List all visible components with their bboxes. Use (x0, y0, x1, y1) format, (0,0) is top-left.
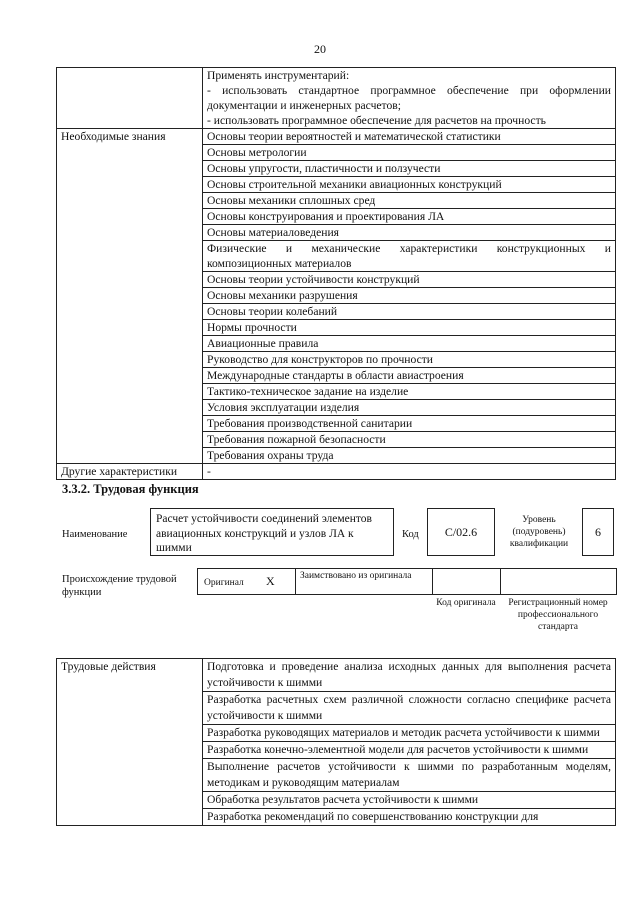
knowledge-item: Основы механики разрушения (203, 288, 616, 304)
knowledge-item: Основы метрологии (203, 145, 616, 161)
name-value-box (150, 508, 394, 556)
skill-line: - использовать стандартное программное обеспечение при оформлении документации и инженерных расчетов; (207, 84, 611, 112)
borrowed-label: Заимствовано из оригинала (300, 571, 412, 581)
origin-divider-2 (432, 568, 433, 595)
knowledge-item: Руководство для конструкторов по прочности (203, 352, 616, 368)
skill-line: Применять инструментарий: (207, 69, 350, 82)
labor-action-item: Разработка конечно-элементной модели для расчетов устойчивости к шимми (203, 742, 616, 759)
knowledge-item: Требования производственной санитарии (203, 416, 616, 432)
knowledge-item: Условия эксплуатации изделия (203, 400, 616, 416)
knowledge-table (56, 67, 616, 480)
knowledge-item: Авиационные правила (203, 336, 616, 352)
labor-action-item: Разработка руководящих материалов и методик расчета устойчивости к шимми (203, 725, 616, 742)
table-row (57, 68, 616, 129)
table-row (57, 659, 616, 692)
name-value: Расчет устойчивости соединений элементов авиационных конструкций и узлов ЛА к шимми (156, 513, 372, 554)
section-title: 3.3.2. Трудовая функция (62, 482, 199, 496)
table-row (57, 464, 616, 480)
code-value: C/02.6 (444, 525, 478, 539)
knowledge-item: Основы теории колебаний (203, 304, 616, 320)
knowledge-item: Основы механики сплошных сред (203, 193, 616, 209)
knowledge-item: Основы строительной механики авиационных конструкций (203, 177, 616, 193)
table-row (57, 129, 616, 145)
page-number: 20 (314, 42, 326, 56)
labor-actions-label: Трудовые действия (57, 659, 203, 826)
knowledge-item: Требования охраны труда (203, 448, 616, 464)
level-label: Уровень (подуровень) квалификации (509, 515, 569, 549)
labor-actions-table (56, 658, 616, 826)
level-value-box (582, 508, 614, 556)
reg-number-caption: Регистрационный номер профессионального стандарта (508, 598, 608, 632)
knowledge-item: Тактико-техническое задание на изделие (203, 384, 616, 400)
labor-action-item: Обработка результатов расчета устойчивости к шимми (203, 792, 616, 809)
knowledge-item: Физические и механические характеристики конструкционных и композиционных материалов (203, 241, 616, 272)
knowledge-label: Необходимые знания (57, 129, 203, 464)
code-value-box (427, 508, 495, 556)
knowledge-item: Нормы прочности (203, 320, 616, 336)
knowledge-item: Основы теории устойчивости конструкций (203, 272, 616, 288)
skill-line: - использовать программное обеспечение для расчетов на прочность (207, 114, 546, 127)
knowledge-item: Международные стандарты в области авиастроения (203, 368, 616, 384)
knowledge-item: Основы упругости, пластичности и ползучести (203, 161, 616, 177)
code-label: Код (402, 529, 419, 540)
code-original-caption: Код оригинала (436, 598, 496, 608)
labor-action-item: Разработка расчетных схем различной сложности согласно специфике расчета устойчивости к шимми (203, 692, 616, 725)
labor-action-item: Разработка рекомендаций по совершенствованию конструкции для (203, 809, 616, 826)
knowledge-item: Основы конструирования и проектирования ЛА (203, 209, 616, 225)
other-value: - (203, 464, 616, 480)
labor-action-item: Выполнение расчетов устойчивости к шимми по разработанным моделям, методикам и руководящим материалам (203, 759, 616, 792)
other-label: Другие характеристики (57, 464, 203, 480)
original-mark: X (266, 574, 275, 588)
original-label: Оригинал (204, 578, 244, 588)
empty-label-cell (57, 68, 203, 129)
origin-label: Происхождение трудовой функции (62, 574, 177, 598)
name-label: Наименование (62, 529, 128, 540)
knowledge-item: Основы материаловедения (203, 225, 616, 241)
origin-divider-3 (500, 568, 501, 595)
knowledge-item: Требования пожарной безопасности (203, 432, 616, 448)
skills-cell (203, 68, 616, 129)
knowledge-item: Основы теории вероятностей и математической статистики (203, 129, 616, 145)
level-value: 6 (595, 525, 601, 539)
labor-action-item: Подготовка и проведение анализа исходных данных для выполнения расчета устойчивости к шимми (203, 659, 616, 692)
origin-divider-1 (295, 568, 296, 595)
